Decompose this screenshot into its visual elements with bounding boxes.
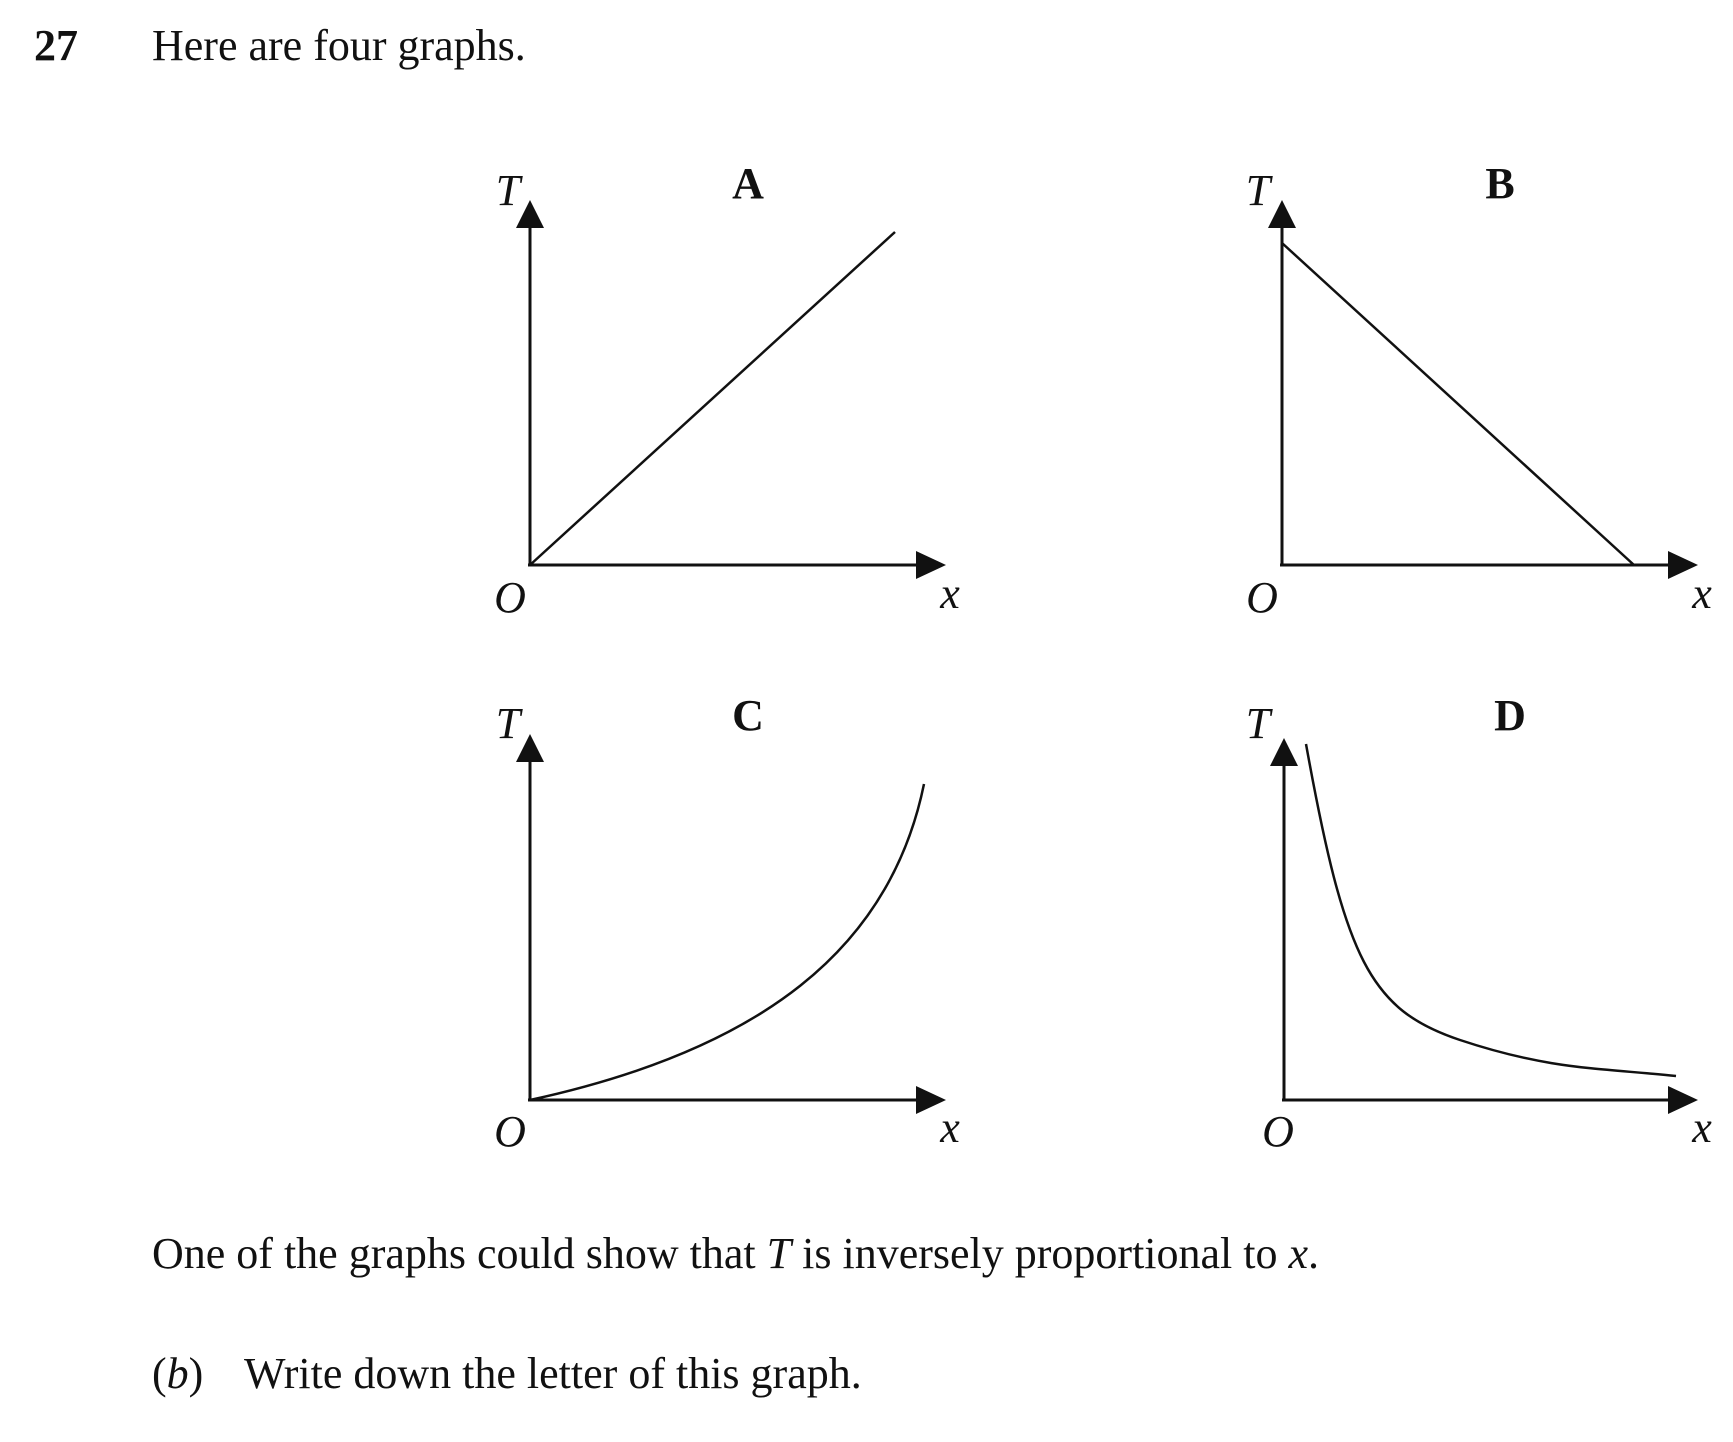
graph-d-y-arrow — [1270, 738, 1298, 766]
question-number: 27 — [34, 21, 78, 70]
stem-var-x: x — [1288, 1229, 1309, 1278]
stem-text-1: One of the graphs could show that — [152, 1229, 767, 1278]
graph-b-origin-label: O — [1246, 573, 1278, 622]
question-stem — [152, 1229, 1320, 1278]
graph-c-x-label: x — [940, 1103, 960, 1152]
graph-b-letter: B — [1485, 159, 1515, 208]
graph-b-y-arrow — [1268, 200, 1296, 228]
part-b — [152, 1349, 862, 1398]
graph-b-x-label: x — [1692, 569, 1712, 618]
graph-d-y-label: T — [1245, 699, 1271, 748]
part-b-letter: b — [166, 1349, 189, 1398]
graph-d-origin-label: O — [1262, 1107, 1294, 1156]
graph-a-x-label: x — [940, 569, 960, 618]
part-b-label — [152, 1349, 244, 1398]
stem-text-2: is inversely proportional to — [791, 1229, 1289, 1278]
graph-d — [1246, 691, 1712, 1156]
graph-a — [494, 159, 960, 622]
graph-d-curve — [1306, 744, 1676, 1076]
part-b-open: ( — [152, 1349, 167, 1398]
graph-b-y-label: T — [1245, 166, 1271, 215]
graph-c-curve — [530, 784, 924, 1100]
stem-text-3: . — [1308, 1229, 1320, 1278]
graph-c-origin-label: O — [494, 1107, 526, 1156]
graph-b-line — [1282, 243, 1634, 565]
graph-c-y-label: T — [495, 699, 521, 748]
graph-c — [494, 691, 960, 1156]
graph-a-line — [530, 232, 895, 565]
part-b-text: Write down the letter of this graph. — [244, 1349, 862, 1398]
stem-var-t: T — [766, 1229, 792, 1278]
graph-c-letter: C — [732, 691, 764, 740]
graph-a-letter: A — [732, 159, 764, 208]
graph-b — [1246, 159, 1712, 622]
graph-d-x-label: x — [1692, 1103, 1712, 1152]
part-b-close: ) — [188, 1349, 204, 1398]
graph-d-letter: D — [1494, 691, 1526, 740]
question-intro: Here are four graphs. — [152, 21, 526, 70]
graph-a-origin-label: O — [494, 573, 526, 622]
graph-a-y-label: T — [495, 166, 521, 215]
